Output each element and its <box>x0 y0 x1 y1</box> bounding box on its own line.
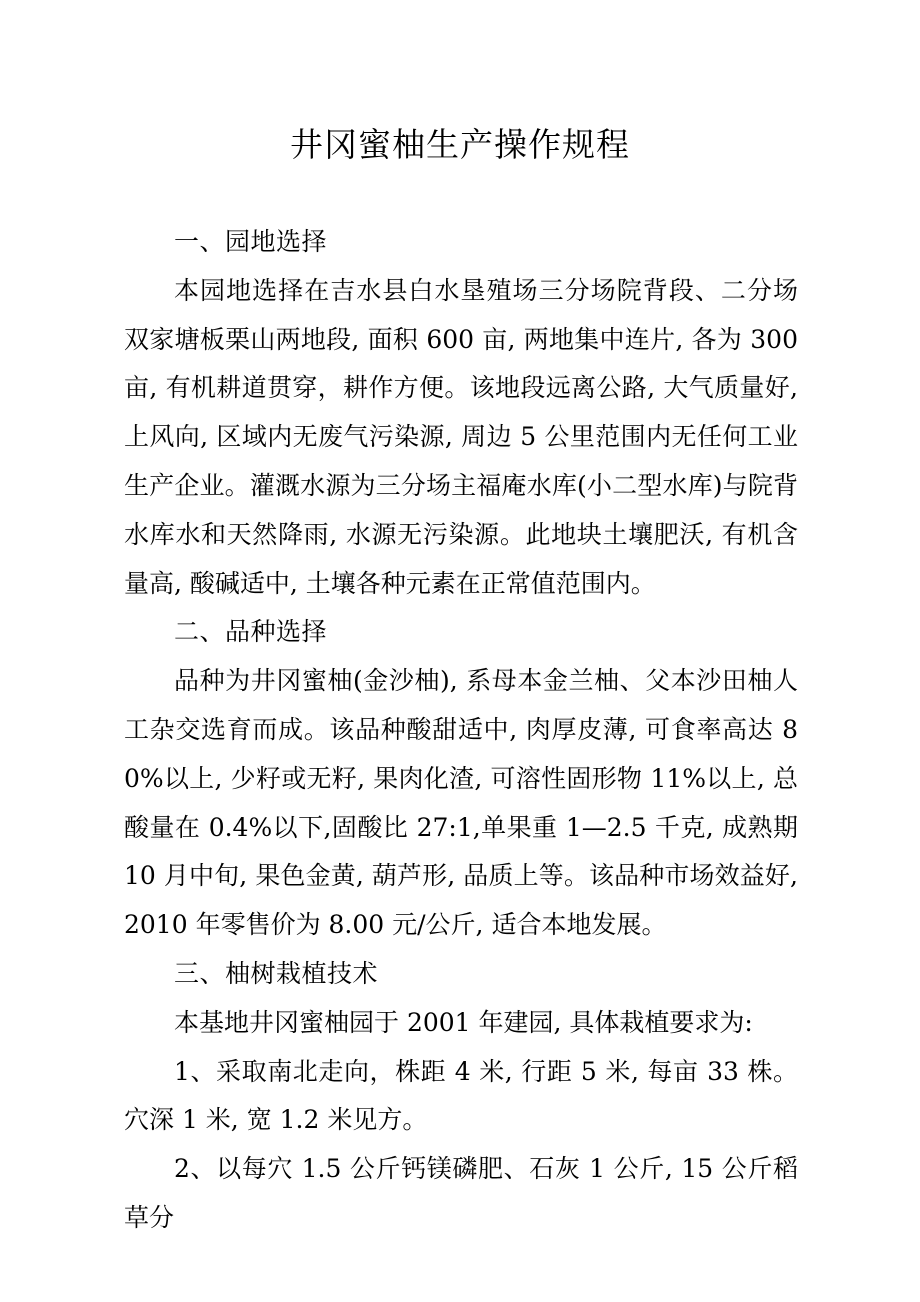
document-body <box>124 218 798 1243</box>
section-heading-site-selection: 一、园地选择 <box>174 227 328 256</box>
paragraph-planting-step-1: 1、采取南北走向，株距 4 米, 行距 5 米, 每亩 33 株。穴深 1 米, 宽 1.2 米见方。 <box>124 1056 798 1135</box>
paragraph-planting-intro: 本基地井冈蜜柚园于 2001 年建园, 具体栽植要求为: <box>174 1007 753 1037</box>
section-heading-planting-technique: 三、柚树栽植技术 <box>174 958 379 988</box>
paragraph-variety-description: 品种为井冈蜜柚(金沙柚), 系母本金兰柚、父本沙田柚人工杂交选育而成。该品种酸甜适中, 肉厚皮薄, 可食率高达 80%以上, 少籽或无籽, 果肉化渣, 可溶性固形物 11%以上, 总酸量在 0.4%以下,固酸比 27:1,单果重 1—2.5 千克, 成熟期 10 月中旬, 果色金黄, 葫芦形, 品质上等。该品种市场效益好, 2010 年零售价为 8.00 元/公斤, 适合本地发展。 <box>124 666 798 940</box>
paragraph-site-description: 本园地选择在吉水县白水垦殖场三分场院背段、二分场双家塘板栗山两地段, 面积 600 亩, 两地集中连片, 各为 300 亩, 有机耕道贯穿，耕作方便。该地段远离公路, 大气质量好, 上风向, 区域内无废气污染源, 周边 5 公里范围内无任何工业生产企业。灌溉水源为三分场主福庵水库(小二型水库)与院背水库水和天然降雨, 水源无污染源。此地块土壤肥沃, 有机含量高, 酸碱适中, 土壤各种元素在正常值范围内。 <box>124 275 798 598</box>
section-heading-variety-selection: 二、品种选择 <box>174 617 328 647</box>
paragraph-planting-step-2: 2、以每穴 1.5 公斤钙镁磷肥、石灰 1 公斤, 15 公斤稻草分 <box>124 1154 798 1232</box>
document-title: 井冈蜜柚生产操作规程 <box>290 125 630 164</box>
